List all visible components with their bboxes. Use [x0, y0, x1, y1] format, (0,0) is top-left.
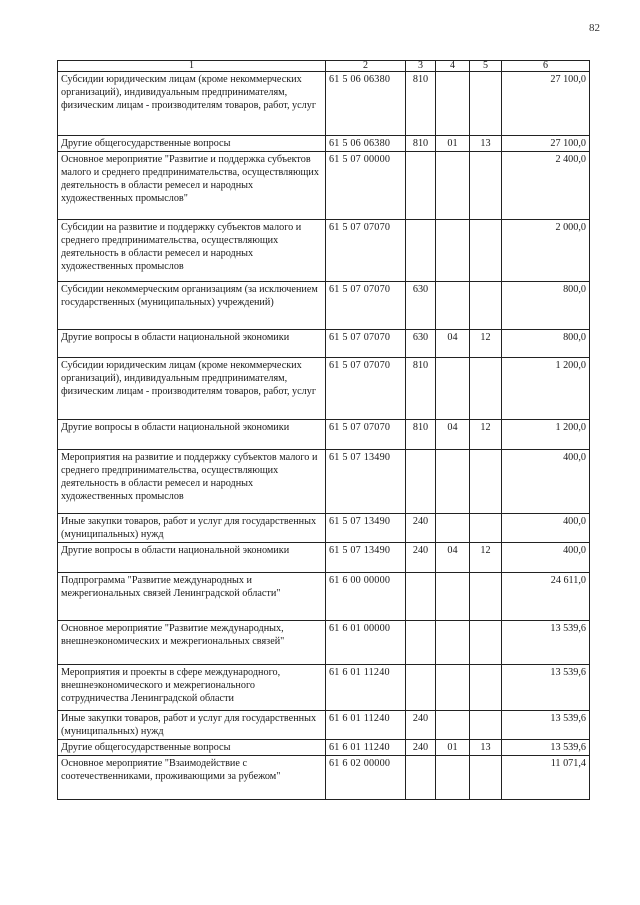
cell-name: Другие общегосударственные вопросы — [58, 136, 326, 152]
cell-section — [436, 573, 470, 621]
cell-expense-type: 810 — [406, 136, 436, 152]
cell-code: 61 6 01 00000 — [326, 621, 406, 665]
cell-code: 61 6 01 11240 — [326, 665, 406, 711]
cell-code: 61 5 07 00000 — [326, 152, 406, 220]
header-row — [58, 61, 590, 72]
cell-section — [436, 665, 470, 711]
cell-code: 61 5 07 13490 — [326, 543, 406, 573]
cell-expense-type — [406, 152, 436, 220]
cell-subsection — [470, 573, 502, 621]
cell-expense-type: 240 — [406, 514, 436, 543]
cell-expense-type — [406, 621, 436, 665]
cell-amount: 27 100,0 — [502, 136, 590, 152]
cell-name: Субсидии на развитие и поддержку субъектов малого и среднего предпринимательства, осуществляющих деятельность в области ремесел и народных художественных промыслов — [58, 220, 326, 282]
cell-section — [436, 220, 470, 282]
cell-amount: 13 539,6 — [502, 621, 590, 665]
cell-amount: 2 000,0 — [502, 220, 590, 282]
cell-section — [436, 72, 470, 136]
table-row — [58, 665, 590, 711]
cell-expense-type: 240 — [406, 543, 436, 573]
cell-name: Мероприятия на развитие и поддержку субъектов малого и среднего предпринимательства, осуществляющих деятельность в области ремесел и народных художественных промыслов — [58, 450, 326, 514]
cell-name: Основное мероприятие "Взаимодействие с соотечественниками, проживающими за рубежом" — [58, 756, 326, 800]
table-row — [58, 330, 590, 358]
table-row — [58, 420, 590, 450]
cell-section — [436, 621, 470, 665]
header-col-4: 4 — [436, 61, 470, 72]
cell-subsection — [470, 152, 502, 220]
cell-amount: 2 400,0 — [502, 152, 590, 220]
cell-subsection: 12 — [470, 420, 502, 450]
cell-expense-type: 630 — [406, 330, 436, 358]
cell-amount: 1 200,0 — [502, 358, 590, 420]
cell-expense-type — [406, 573, 436, 621]
cell-code: 61 6 01 11240 — [326, 740, 406, 756]
cell-section: 04 — [436, 420, 470, 450]
cell-section: 04 — [436, 330, 470, 358]
cell-code: 61 5 07 07070 — [326, 358, 406, 420]
cell-name: Иные закупки товаров, работ и услуг для государственных (муниципальных) нужд — [58, 514, 326, 543]
table-row — [58, 573, 590, 621]
cell-code: 61 5 07 13490 — [326, 450, 406, 514]
page-number: 82 — [589, 22, 600, 34]
cell-name: Другие общегосударственные вопросы — [58, 740, 326, 756]
header-col-3: 3 — [406, 61, 436, 72]
cell-code: 61 5 07 07070 — [326, 220, 406, 282]
cell-name: Субсидии некоммерческим организациям (за исключением государственных (муниципальных) учреждений) — [58, 282, 326, 330]
cell-name: Субсидии юридическим лицам (кроме некоммерческих организаций), индивидуальным предпринимателям, физическим лицам - производителям товаров, работ, услуг — [58, 72, 326, 136]
table-row — [58, 756, 590, 800]
cell-expense-type: 810 — [406, 72, 436, 136]
cell-code: 61 5 06 06380 — [326, 136, 406, 152]
cell-expense-type: 810 — [406, 420, 436, 450]
cell-amount: 400,0 — [502, 543, 590, 573]
cell-amount: 400,0 — [502, 450, 590, 514]
cell-amount: 24 611,0 — [502, 573, 590, 621]
header-col-5: 5 — [470, 61, 502, 72]
table-row — [58, 711, 590, 740]
cell-subsection — [470, 72, 502, 136]
table-row — [58, 282, 590, 330]
cell-expense-type: 240 — [406, 711, 436, 740]
cell-expense-type — [406, 220, 436, 282]
cell-subsection: 13 — [470, 136, 502, 152]
cell-section — [436, 514, 470, 543]
cell-amount: 800,0 — [502, 330, 590, 358]
cell-amount: 400,0 — [502, 514, 590, 543]
cell-subsection: 12 — [470, 330, 502, 358]
cell-subsection — [470, 711, 502, 740]
cell-name: Субсидии юридическим лицам (кроме некоммерческих организаций), индивидуальным предпринимателям, физическим лицам - производителям товаров, работ, услуг — [58, 358, 326, 420]
cell-name: Другие вопросы в области национальной экономики — [58, 420, 326, 450]
table-row — [58, 136, 590, 152]
cell-section — [436, 450, 470, 514]
header-col-2: 2 — [326, 61, 406, 72]
cell-name: Другие вопросы в области национальной экономики — [58, 330, 326, 358]
cell-section — [436, 282, 470, 330]
cell-subsection — [470, 621, 502, 665]
cell-section — [436, 358, 470, 420]
cell-name: Мероприятия и проекты в сфере международного, внешнеэкономического и межрегионального сотрудничества Ленинградской области — [58, 665, 326, 711]
table-row — [58, 514, 590, 543]
cell-subsection: 13 — [470, 740, 502, 756]
cell-subsection: 12 — [470, 543, 502, 573]
cell-name: Основное мероприятие "Развитие международных, внешнеэкономических и межрегиональных связей" — [58, 621, 326, 665]
cell-code: 61 6 00 00000 — [326, 573, 406, 621]
cell-amount: 13 539,6 — [502, 711, 590, 740]
cell-amount: 800,0 — [502, 282, 590, 330]
table-row — [58, 220, 590, 282]
cell-amount: 27 100,0 — [502, 72, 590, 136]
cell-subsection — [470, 514, 502, 543]
cell-expense-type: 240 — [406, 740, 436, 756]
cell-code: 61 5 07 07070 — [326, 420, 406, 450]
cell-expense-type — [406, 450, 436, 514]
cell-section — [436, 711, 470, 740]
cell-subsection — [470, 220, 502, 282]
cell-code: 61 6 01 11240 — [326, 711, 406, 740]
cell-expense-type: 630 — [406, 282, 436, 330]
cell-code: 61 5 06 06380 — [326, 72, 406, 136]
table-row — [58, 152, 590, 220]
cell-name: Основное мероприятие "Развитие и поддержка субъектов малого и среднего предпринимательства, осуществляющих деятельность в области ремесел и народных художественных промыслов" — [58, 152, 326, 220]
header-col-6: 6 — [502, 61, 590, 72]
table-row — [58, 358, 590, 420]
cell-amount: 13 539,6 — [502, 665, 590, 711]
cell-expense-type — [406, 665, 436, 711]
table-row — [58, 72, 590, 136]
cell-expense-type — [406, 756, 436, 800]
cell-amount: 13 539,6 — [502, 740, 590, 756]
cell-amount: 1 200,0 — [502, 420, 590, 450]
table-row — [58, 740, 590, 756]
budget-table — [57, 60, 590, 800]
table-row — [58, 450, 590, 514]
cell-amount: 11 071,4 — [502, 756, 590, 800]
cell-subsection — [470, 756, 502, 800]
table-row — [58, 543, 590, 573]
cell-code: 61 5 07 07070 — [326, 282, 406, 330]
cell-section: 01 — [436, 136, 470, 152]
cell-code: 61 5 07 07070 — [326, 330, 406, 358]
cell-code: 61 6 02 00000 — [326, 756, 406, 800]
cell-section: 01 — [436, 740, 470, 756]
cell-expense-type: 810 — [406, 358, 436, 420]
cell-section — [436, 756, 470, 800]
cell-subsection — [470, 282, 502, 330]
cell-subsection — [470, 450, 502, 514]
cell-code: 61 5 07 13490 — [326, 514, 406, 543]
cell-name: Иные закупки товаров, работ и услуг для государственных (муниципальных) нужд — [58, 711, 326, 740]
table-row — [58, 621, 590, 665]
cell-section — [436, 152, 470, 220]
cell-name: Другие вопросы в области национальной экономики — [58, 543, 326, 573]
cell-name: Подпрограмма "Развитие международных и межрегиональных связей Ленинградской области" — [58, 573, 326, 621]
header-col-1: 1 — [58, 61, 326, 72]
cell-subsection — [470, 358, 502, 420]
cell-subsection — [470, 665, 502, 711]
cell-section: 04 — [436, 543, 470, 573]
